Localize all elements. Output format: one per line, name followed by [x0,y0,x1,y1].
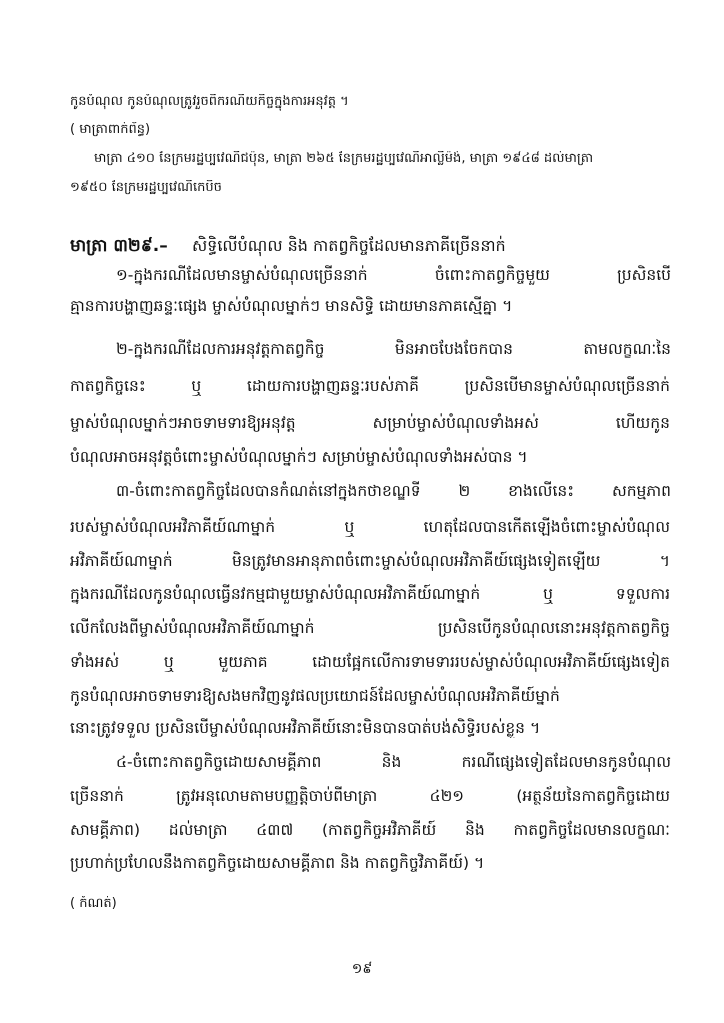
paragraph-3-line: ទាំងអស់ ឬ មួយភាគ ដោយផ្អែកលើការទាមទាររបស់ម្ចាស់បំណុលអវិភាគីយ៍ផ្សេងទៀត [70,653,670,671]
paragraph-3-line: របស់ម្ចាស់បំណុលអវិភាគីយ៍ណាម្នាក់ ឬ ហេតុដែលបានកើតឡើងចំពោះម្ចាស់បំណុល [70,518,670,536]
article-number: មាត្រា ៣២៩.– [70,236,168,256]
paragraph-3-line: ៣-ចំពោះកាតព្វកិច្ចដែលបានកំណត់នៅក្នុងកថាខណ្ឌទី ២ ខាងលើនេះ សកម្មភាព [116,482,671,500]
paragraph-3-line: កូនបំណុលអាចទាមទារឱ្យសងមកវិញនូវផលប្រយោជន៍ដែលម្ចាស់បំណុលអវិភាគីយ៍ម្នាក់ [70,687,560,705]
paragraph-2-line: ម្ចាស់បំណុលម្នាក់ៗអាចទាមទារឱ្យអនុវត្ត សម្រាប់ម្ចាស់បំណុលទាំងអស់ ហើយកូន [70,414,670,432]
paragraph-4-line: ច្រើននាក់ ត្រូវអនុលោមតាមបញ្ញត្តិចាប់ពីមាត្រា ៤២១ (អត្ថន័យនៃកាតព្វកិច្ចដោយ [70,787,670,805]
article-heading [70,235,670,257]
related-articles-line-2: ១៩៥០ នៃក្រមរដ្ឋប្បវេណីកេបិច [70,180,222,195]
paragraph-3-line: នោះត្រូវទទួល ប្រសិនបើម្ចាស់បំណុលអវិភាគីយ៍នោះមិនបានបាត់បង់សិទ្ធិរបស់ខ្លួន ។ [70,719,541,737]
paragraph-2-line: បំណុលអាចអនុវត្តចំពោះម្ចាស់បំណុលម្នាក់ៗ សម្រាប់ម្ចាស់បំណុលទាំងអស់បាន ។ [70,448,528,466]
paragraph-1-line: គ្មានការបង្ហាញឆន្ទៈផ្សេង ម្ចាស់បំណុលម្នាក់ៗ មានសិទ្ធិ ដោយមានភាគស្មើគ្នា ។ [70,297,513,315]
paragraph-2-line: កាតព្វកិច្ចនេះ ឬ ដោយការបង្ហាញឆន្ទៈរបស់ភាគី ប្រសិនបើមានម្ចាស់បំណុលច្រើននាក់ [70,377,670,395]
page-number: ១៩ [351,961,373,977]
paragraph-4-line: សាមគ្គីភាព) ដល់មាត្រា ៤៣៧ (កាតព្វកិច្ចអវិភាគីយ៍ និង កាតព្វកិច្ចដែលមានលក្ខណៈ [70,821,670,839]
related-articles-label: ( មាត្រាពាក់ព័ន្ធ) [70,122,151,137]
paragraph-2-line: ២-ក្នុងករណីដែលការអនុវត្តកាតព្វកិច្ច មិនអាចបែងចែកបាន តាមលក្ខណៈនៃ [116,340,671,358]
paragraph-3-line: ក្នុងករណីដែលកូនបំណុលធ្វើនវកម្មជាមួយម្ចាស់បំណុលអវិភាគីយ៍ណាម្នាក់ ឬ ទទួលការ [70,585,670,603]
paragraph-4-line: ប្រហាក់ប្រហែលនឹងកាតព្វកិច្ចដោយសាមគ្គីភាព និង កាតព្វកិច្ចវិភាគីយ៍) ។ [70,854,485,872]
preface-line: កូនបំណុល កូនបំណុលត្រូវរួចពីករណីយកិច្ចក្នុងការអនុវត្ត ។ [70,94,349,109]
paragraph-1-line: ១-ក្នុងករណីដែលមានម្ចាស់បំណុលច្រើននាក់ ចំពោះកាតព្វកិច្ចមួយ ប្រសិនបើ [116,266,671,284]
related-articles-line-1: មាត្រា ៤១០ នៃក្រមរដ្ឋប្បវេណីជប៉ុន, មាត្រា ២៦៥ នៃក្រមរដ្ឋប្បវេណីអាល្លឺម៉ង់, មាត្រា ១៩៤៨ ដល់មាត្រា [94,151,594,166]
paragraph-3-line: អវិភាគីយ៍ណាម្នាក់ មិនត្រូវមានអានុភាពចំពោះម្ចាស់បំណុលអវិភាគីយ៍ផ្សេងទៀតឡើយ ។ [70,552,670,570]
paragraph-3-line: លើកលែងពីម្ចាស់បំណុលអវិភាគីយ៍ណាម្នាក់ ប្រសិនបើកូនបំណុលនោះអនុវត្តកាតព្វកិច្ច [70,619,670,637]
article-title: សិទ្ធិលើបំណុល និង កាតព្វកិច្ចដែលមានភាគីច្រើននាក់ [191,236,506,255]
paragraph-4-line: ៤-ចំពោះកាតព្វកិច្ចដោយសាមគ្គីភាព និង ករណីផ្សេងទៀតដែលមានកូនបំណុល [116,753,671,771]
note-label: ( កំណត់) [70,896,117,911]
